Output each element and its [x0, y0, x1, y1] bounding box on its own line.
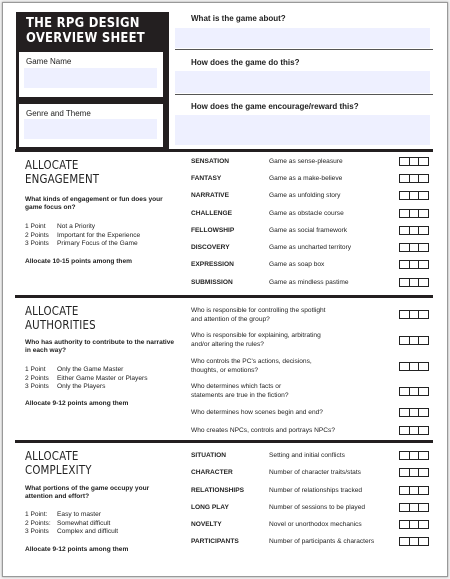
complexity-row-key: NOVELTY	[191, 521, 222, 528]
point-text: Only the Game Master	[57, 366, 124, 373]
engagement-allocate-note: Allocate 10-15 points among them	[25, 258, 132, 265]
game-name-label: Game Name	[26, 57, 72, 66]
engagement-title-line-1: ALLOCATE	[25, 157, 79, 172]
engagement-row-desc: Game as uncharted territory	[269, 244, 352, 251]
complexity-row-desc: Number of sessions to be played	[269, 504, 366, 511]
authority-question	[191, 332, 391, 349]
point-checkboxes[interactable]	[399, 451, 429, 460]
point-num: 2 Points	[25, 374, 49, 382]
header-block	[16, 12, 169, 149]
complexity-row-desc: Setting and initial conflicts	[269, 452, 345, 459]
authorities-title	[25, 304, 96, 332]
complexity-row-key: SITUATION	[191, 452, 227, 459]
authorities-question: Who has authority to contribute to the narrative in each way?	[25, 339, 175, 354]
complexity-title	[25, 449, 92, 477]
point-checkboxes[interactable]	[399, 260, 429, 269]
point-num: 3 Points	[25, 240, 49, 247]
engagement-row-key: FELLOWSHIP	[191, 227, 235, 234]
complexity-allocate-note: Allocate 9-12 points among them	[25, 546, 129, 553]
engagement-question: What kinds of engagement or fun does your game focus on?	[25, 196, 163, 211]
point-text: Either Game Master or Players	[57, 374, 148, 382]
point-checkboxes[interactable]	[399, 408, 429, 417]
point-text: Somewhat difficult	[57, 519, 111, 527]
authorities-title-line-2: AUTHORITIES	[25, 317, 96, 332]
authority-line: Who determines how scenes begin and end?	[191, 409, 323, 416]
authorities-title-line-1: ALLOCATE	[25, 303, 79, 318]
question-reward-label: How does the game encourage/reward this?	[191, 102, 359, 111]
complexity-question: What portions of the game occupy your attention and effort?	[25, 485, 150, 500]
authority-line: thoughts, or emotions?	[191, 366, 259, 374]
authority-line: Who controls the PC's actions, decisions,	[191, 358, 312, 365]
complexity-row-key: CHARACTER	[191, 469, 233, 476]
engagement-row-key: SENSATION	[191, 158, 229, 165]
complexity-row-key: PARTICIPANTS	[191, 538, 239, 545]
authority-line: Who determines which facts or	[191, 383, 282, 390]
engagement-row-key: NARRATIVE	[191, 192, 229, 199]
section-divider	[15, 295, 433, 298]
point-checkboxes[interactable]	[399, 310, 429, 319]
authority-line: Who is responsible for controlling the spotlight	[191, 307, 326, 314]
divider	[175, 49, 433, 50]
engagement-row-desc: Game as soap box	[269, 261, 325, 268]
point-num: 1 Point:	[25, 511, 48, 518]
authority-question	[191, 409, 391, 418]
point-num: 1 Point	[25, 223, 46, 230]
engagement-row-key: DISCOVERY	[191, 244, 230, 251]
sheet-title	[26, 16, 146, 46]
point-checkboxes[interactable]	[399, 362, 429, 371]
complexity-row-desc: Novel or unorthodox mechanics	[269, 521, 362, 528]
section-divider	[15, 149, 433, 152]
question-how-label: How does the game do this?	[191, 58, 300, 67]
engagement-row-desc: Game as unfolding story	[269, 192, 341, 199]
genre-theme-label: Genre and Theme	[26, 109, 91, 118]
point-checkboxes[interactable]	[399, 191, 429, 200]
complexity-row-desc: Number of participants & characters	[269, 538, 375, 545]
question-about-field[interactable]	[175, 28, 430, 48]
authority-question	[191, 307, 391, 324]
authority-question	[191, 358, 391, 375]
point-checkboxes[interactable]	[399, 278, 429, 287]
point-num: 3 Points	[25, 528, 49, 535]
authority-line: Who is responsible for explaining, arbitrating	[191, 332, 321, 339]
game-name-field[interactable]	[24, 68, 157, 88]
title-line-2: OVERVIEW SHEET	[26, 30, 145, 46]
engagement-row-desc: Game as a make-believe	[269, 175, 343, 182]
point-checkboxes[interactable]	[399, 520, 429, 529]
game-name-box	[19, 52, 163, 97]
genre-theme-box	[19, 104, 163, 147]
title-line-1: THE RPG DESIGN	[26, 15, 140, 31]
question-how-field[interactable]	[175, 71, 430, 93]
point-checkboxes[interactable]	[399, 537, 429, 546]
point-text: Easy to master	[57, 511, 101, 518]
engagement-row-key: CHALLENGE	[191, 210, 233, 217]
point-num: 2 Points:	[25, 519, 51, 527]
point-checkboxes[interactable]	[399, 387, 429, 396]
engagement-title-line-2: ENGAGEMENT	[25, 171, 100, 186]
engagement-row-desc: Game as obstacle course	[269, 210, 344, 217]
point-text: Primary Focus of the Game	[57, 240, 138, 247]
engagement-points-legend	[25, 223, 140, 249]
point-checkboxes[interactable]	[399, 486, 429, 495]
point-checkboxes[interactable]	[399, 336, 429, 345]
point-checkboxes[interactable]	[399, 209, 429, 218]
point-num: 3 Points	[25, 383, 49, 390]
engagement-row-key: SUBMISSION	[191, 279, 233, 286]
complexity-row-desc: Number of relationships tracked	[269, 487, 363, 494]
complexity-row-key: LONG PLAY	[191, 504, 229, 511]
authority-line: and attention of the group?	[191, 315, 270, 323]
point-num: 2 Points	[25, 231, 49, 239]
point-text: Complex and difficult	[57, 528, 119, 535]
authority-line: statements are true in the fiction?	[191, 391, 289, 399]
complexity-row-desc: Number of character traits/stats	[269, 469, 361, 476]
engagement-row-desc: Game as mindless pastime	[269, 279, 349, 286]
complexity-row-key: RELATIONSHIPS	[191, 487, 244, 494]
overview-sheet	[2, 2, 448, 577]
divider	[175, 94, 433, 95]
point-num: 1 Point	[25, 366, 46, 373]
point-text: Not a Priority	[57, 223, 96, 230]
authority-question	[191, 427, 391, 436]
engagement-row-desc: Game as social framework	[269, 227, 348, 234]
authority-line: Who creates NPCs, controls and portrays NPCs?	[191, 427, 336, 434]
authority-question	[191, 383, 391, 400]
genre-theme-field[interactable]	[24, 119, 157, 139]
point-checkboxes[interactable]	[399, 174, 429, 183]
engagement-row-desc: Game as sense-pleasure	[269, 158, 343, 165]
section-divider	[15, 440, 433, 443]
authorities-points-legend	[25, 366, 148, 392]
engagement-row-key: EXPRESSION	[191, 261, 234, 268]
point-checkboxes[interactable]	[399, 157, 429, 166]
authorities-allocate-note: Allocate 9-12 points among them	[25, 400, 129, 407]
point-checkboxes[interactable]	[399, 503, 429, 512]
complexity-title-line-2: COMPLEXITY	[25, 462, 92, 477]
engagement-title	[25, 158, 99, 186]
engagement-row-key: FANTASY	[191, 175, 222, 182]
question-reward-field[interactable]	[175, 115, 430, 145]
point-checkboxes[interactable]	[399, 226, 429, 235]
point-checkboxes[interactable]	[399, 426, 429, 435]
question-about-label: What is the game about?	[191, 14, 286, 23]
point-checkboxes[interactable]	[399, 243, 429, 252]
point-text: Important for the Experience	[57, 231, 141, 239]
point-text: Only the Players	[57, 383, 106, 390]
complexity-points-legend	[25, 511, 118, 537]
complexity-title-line-1: ALLOCATE	[25, 448, 79, 463]
authority-line: and/or altering the rules?	[191, 340, 264, 348]
point-checkboxes[interactable]	[399, 468, 429, 477]
